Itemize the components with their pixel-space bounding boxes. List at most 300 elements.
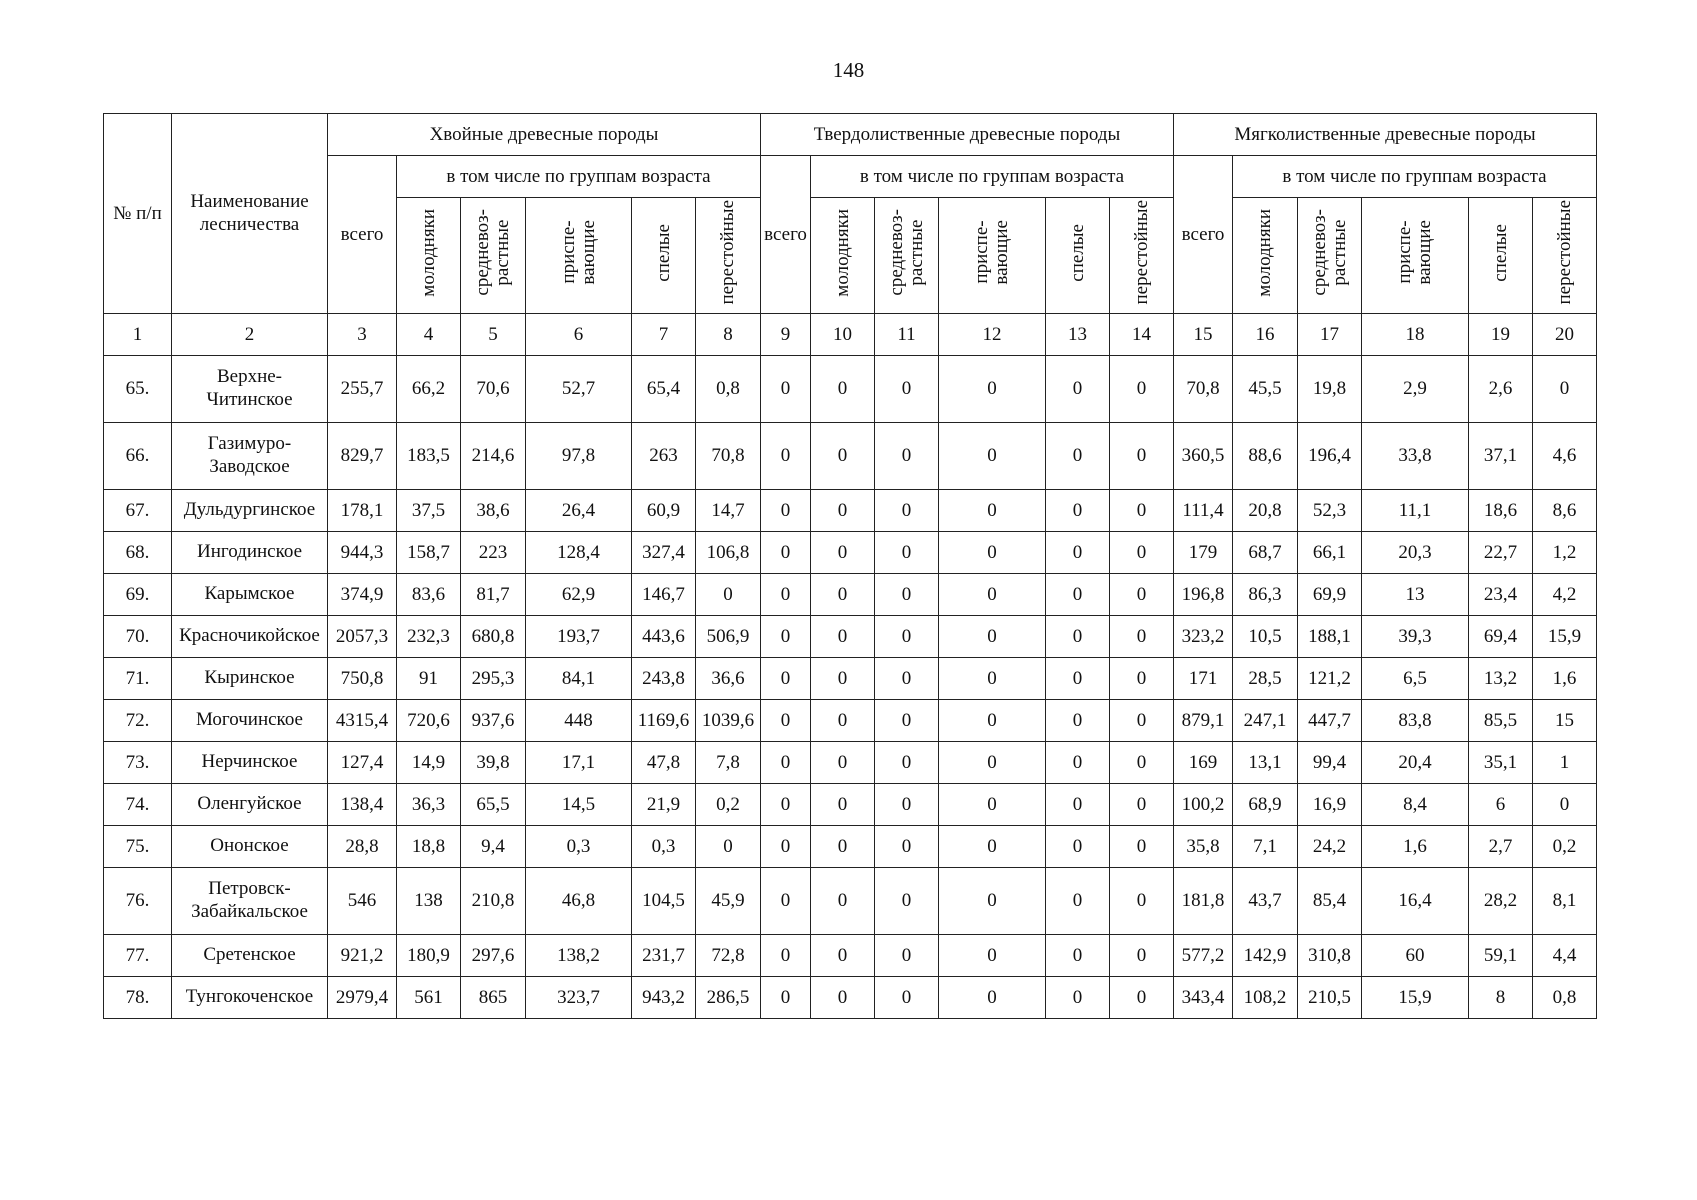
column-number: 10 <box>811 314 875 356</box>
value-cell: 720,6 <box>397 700 461 742</box>
value-cell: 16,4 <box>1362 868 1469 935</box>
header-name: Наименование лесничества <box>172 114 328 314</box>
header-age-middle: средневоз- растные <box>461 198 526 314</box>
column-number: 5 <box>461 314 526 356</box>
value-cell: 111,4 <box>1174 490 1233 532</box>
column-number: 8 <box>696 314 761 356</box>
value-cell: 447,7 <box>1298 700 1362 742</box>
column-number: 20 <box>1533 314 1597 356</box>
table-row <box>104 826 1597 868</box>
value-cell: 0 <box>1110 532 1174 574</box>
value-cell: 0,8 <box>1533 977 1597 1019</box>
value-cell: 66,2 <box>397 356 461 423</box>
value-cell: 196,4 <box>1298 423 1362 490</box>
value-cell: 0 <box>1046 574 1110 616</box>
value-cell: 255,7 <box>328 356 397 423</box>
header-age-mature: спелые <box>632 198 696 314</box>
value-cell: 188,1 <box>1298 616 1362 658</box>
value-cell: 83,6 <box>397 574 461 616</box>
value-cell: 0,2 <box>1533 826 1597 868</box>
value-cell: 243,8 <box>632 658 696 700</box>
value-cell: 0 <box>761 826 811 868</box>
table-row <box>104 868 1597 935</box>
value-cell: 0 <box>939 826 1046 868</box>
forestry-name: Оленгуйское <box>172 784 328 826</box>
value-cell: 0 <box>1110 935 1174 977</box>
row-number: 65. <box>104 356 172 423</box>
value-cell: 0 <box>875 742 939 784</box>
value-cell: 100,2 <box>1174 784 1233 826</box>
value-cell: 26,4 <box>526 490 632 532</box>
value-cell: 0 <box>1046 532 1110 574</box>
value-cell: 297,6 <box>461 935 526 977</box>
value-cell: 865 <box>461 977 526 1019</box>
value-cell: 0 <box>875 935 939 977</box>
value-cell: 20,3 <box>1362 532 1469 574</box>
header-age-groups: в том числе по группам возраста <box>811 156 1174 198</box>
value-cell: 45,5 <box>1233 356 1298 423</box>
table-row <box>104 935 1597 977</box>
value-cell: 37,5 <box>397 490 461 532</box>
value-cell: 0 <box>811 532 875 574</box>
value-cell: 323,2 <box>1174 616 1233 658</box>
value-cell: 0 <box>811 490 875 532</box>
table-row <box>104 658 1597 700</box>
value-cell: 0 <box>811 868 875 935</box>
value-cell: 69,4 <box>1469 616 1533 658</box>
value-cell: 0 <box>1110 868 1174 935</box>
value-cell: 0 <box>811 826 875 868</box>
value-cell: 85,5 <box>1469 700 1533 742</box>
value-cell: 88,6 <box>1233 423 1298 490</box>
value-cell: 138,4 <box>328 784 397 826</box>
value-cell: 43,7 <box>1233 868 1298 935</box>
value-cell: 0 <box>761 356 811 423</box>
value-cell: 66,1 <box>1298 532 1362 574</box>
value-cell: 0 <box>939 532 1046 574</box>
column-number: 7 <box>632 314 696 356</box>
value-cell: 921,2 <box>328 935 397 977</box>
value-cell: 506,9 <box>696 616 761 658</box>
value-cell: 0 <box>1046 784 1110 826</box>
value-cell: 0 <box>875 356 939 423</box>
column-number: 6 <box>526 314 632 356</box>
value-cell: 0 <box>761 532 811 574</box>
value-cell: 70,8 <box>1174 356 1233 423</box>
value-cell: 171 <box>1174 658 1233 700</box>
column-number: 4 <box>397 314 461 356</box>
value-cell: 0 <box>696 826 761 868</box>
forestry-name: Нерчинское <box>172 742 328 784</box>
value-cell: 0 <box>1046 356 1110 423</box>
value-cell: 0 <box>939 490 1046 532</box>
value-cell: 343,4 <box>1174 977 1233 1019</box>
column-number: 19 <box>1469 314 1533 356</box>
value-cell: 2,9 <box>1362 356 1469 423</box>
value-cell: 20,4 <box>1362 742 1469 784</box>
value-cell: 0 <box>761 574 811 616</box>
value-cell: 24,2 <box>1298 826 1362 868</box>
value-cell: 937,6 <box>461 700 526 742</box>
forestry-name: Кыринское <box>172 658 328 700</box>
value-cell: 8 <box>1469 977 1533 1019</box>
column-number: 13 <box>1046 314 1110 356</box>
table-row <box>104 490 1597 532</box>
value-cell: 28,5 <box>1233 658 1298 700</box>
value-cell: 0 <box>761 935 811 977</box>
value-cell: 158,7 <box>397 532 461 574</box>
value-cell: 1,2 <box>1533 532 1597 574</box>
header-age-mature: спелые <box>1469 198 1533 314</box>
value-cell: 0 <box>875 868 939 935</box>
value-cell: 443,6 <box>632 616 696 658</box>
value-cell: 121,2 <box>1298 658 1362 700</box>
value-cell: 247,1 <box>1233 700 1298 742</box>
value-cell: 46,8 <box>526 868 632 935</box>
value-cell: 0 <box>761 977 811 1019</box>
value-cell: 310,8 <box>1298 935 1362 977</box>
value-cell: 2057,3 <box>328 616 397 658</box>
value-cell: 0 <box>875 490 939 532</box>
value-cell: 0 <box>761 742 811 784</box>
value-cell: 210,5 <box>1298 977 1362 1019</box>
header-group-softwood: Мягколиственные древесные породы <box>1174 114 1597 156</box>
value-cell: 0 <box>1533 784 1597 826</box>
value-cell: 577,2 <box>1174 935 1233 977</box>
value-cell: 0 <box>939 742 1046 784</box>
value-cell: 0 <box>1046 826 1110 868</box>
value-cell: 0 <box>811 574 875 616</box>
value-cell: 169 <box>1174 742 1233 784</box>
forestry-name: Карымское <box>172 574 328 616</box>
value-cell: 47,8 <box>632 742 696 784</box>
value-cell: 0 <box>939 935 1046 977</box>
value-cell: 18,8 <box>397 826 461 868</box>
value-cell: 8,4 <box>1362 784 1469 826</box>
row-number: 77. <box>104 935 172 977</box>
row-number: 74. <box>104 784 172 826</box>
table-row <box>104 616 1597 658</box>
value-cell: 0 <box>696 574 761 616</box>
table-body <box>104 356 1597 1019</box>
value-cell: 28,8 <box>328 826 397 868</box>
value-cell: 138,2 <box>526 935 632 977</box>
value-cell: 68,7 <box>1233 532 1298 574</box>
value-cell: 0 <box>875 700 939 742</box>
header-group-hardwood: Твердолиственные древесные породы <box>761 114 1174 156</box>
value-cell: 0 <box>939 868 1046 935</box>
value-cell: 13,2 <box>1469 658 1533 700</box>
value-cell: 546 <box>328 868 397 935</box>
row-number: 75. <box>104 826 172 868</box>
value-cell: 70,8 <box>696 423 761 490</box>
row-number: 70. <box>104 616 172 658</box>
value-cell: 4,2 <box>1533 574 1597 616</box>
value-cell: 263 <box>632 423 696 490</box>
value-cell: 1,6 <box>1533 658 1597 700</box>
value-cell: 1,6 <box>1362 826 1469 868</box>
value-cell: 295,3 <box>461 658 526 700</box>
value-cell: 6,5 <box>1362 658 1469 700</box>
value-cell: 0 <box>875 784 939 826</box>
value-cell: 231,7 <box>632 935 696 977</box>
value-cell: 0 <box>939 423 1046 490</box>
value-cell: 8,1 <box>1533 868 1597 935</box>
value-cell: 180,9 <box>397 935 461 977</box>
value-cell: 0 <box>875 532 939 574</box>
table-row <box>104 742 1597 784</box>
forestry-name: Сретенское <box>172 935 328 977</box>
value-cell: 178,1 <box>328 490 397 532</box>
value-cell: 15,9 <box>1362 977 1469 1019</box>
header-age-maturing: приспе- вающие <box>939 198 1046 314</box>
header-num: № п/п <box>104 114 172 314</box>
value-cell: 86,3 <box>1233 574 1298 616</box>
forestry-name: Верхне- Читинское <box>172 356 328 423</box>
value-cell: 750,8 <box>328 658 397 700</box>
value-cell: 0 <box>761 658 811 700</box>
header-age-overmature: перестойные <box>696 198 761 314</box>
header-age-overmature: перестойные <box>1110 198 1174 314</box>
page-number: 148 <box>832 58 865 82</box>
value-cell: 0 <box>1110 490 1174 532</box>
value-cell: 0 <box>1110 616 1174 658</box>
column-number: 9 <box>761 314 811 356</box>
value-cell: 91 <box>397 658 461 700</box>
value-cell: 0 <box>761 616 811 658</box>
header-total: всего <box>761 156 811 314</box>
column-number: 11 <box>875 314 939 356</box>
value-cell: 0 <box>811 935 875 977</box>
header-age-maturing: приспе- вающие <box>1362 198 1469 314</box>
value-cell: 84,1 <box>526 658 632 700</box>
value-cell: 2,7 <box>1469 826 1533 868</box>
value-cell: 0 <box>1110 700 1174 742</box>
value-cell: 85,4 <box>1298 868 1362 935</box>
value-cell: 0 <box>811 356 875 423</box>
value-cell: 0 <box>1533 356 1597 423</box>
column-number: 14 <box>1110 314 1174 356</box>
value-cell: 0 <box>939 658 1046 700</box>
value-cell: 286,5 <box>696 977 761 1019</box>
value-cell: 13 <box>1362 574 1469 616</box>
value-cell: 193,7 <box>526 616 632 658</box>
value-cell: 99,4 <box>1298 742 1362 784</box>
header-age-middle: средневоз- растные <box>1298 198 1362 314</box>
header-group-conifer: Хвойные древесные породы <box>328 114 761 156</box>
value-cell: 106,8 <box>696 532 761 574</box>
value-cell: 52,7 <box>526 356 632 423</box>
row-number: 73. <box>104 742 172 784</box>
value-cell: 11,1 <box>1362 490 1469 532</box>
value-cell: 16,9 <box>1298 784 1362 826</box>
value-cell: 35,8 <box>1174 826 1233 868</box>
forestry-name: Тунгокоченское <box>172 977 328 1019</box>
row-number: 66. <box>104 423 172 490</box>
value-cell: 4315,4 <box>328 700 397 742</box>
table-row <box>104 700 1597 742</box>
value-cell: 19,8 <box>1298 356 1362 423</box>
value-cell: 879,1 <box>1174 700 1233 742</box>
value-cell: 944,3 <box>328 532 397 574</box>
header-age-groups: в том числе по группам возраста <box>397 156 761 198</box>
value-cell: 0 <box>1046 658 1110 700</box>
column-number-row <box>104 314 1597 356</box>
value-cell: 323,7 <box>526 977 632 1019</box>
forestry-name: Ононское <box>172 826 328 868</box>
value-cell: 0,8 <box>696 356 761 423</box>
value-cell: 829,7 <box>328 423 397 490</box>
value-cell: 0 <box>1110 658 1174 700</box>
value-cell: 22,7 <box>1469 532 1533 574</box>
value-cell: 0 <box>939 784 1046 826</box>
value-cell: 196,8 <box>1174 574 1233 616</box>
value-cell: 448 <box>526 700 632 742</box>
column-number: 1 <box>104 314 172 356</box>
value-cell: 561 <box>397 977 461 1019</box>
value-cell: 0 <box>1110 574 1174 616</box>
value-cell: 7,1 <box>1233 826 1298 868</box>
value-cell: 183,5 <box>397 423 461 490</box>
value-cell: 1039,6 <box>696 700 761 742</box>
value-cell: 23,4 <box>1469 574 1533 616</box>
value-cell: 14,5 <box>526 784 632 826</box>
value-cell: 0 <box>875 826 939 868</box>
header-total: всего <box>1174 156 1233 314</box>
value-cell: 128,4 <box>526 532 632 574</box>
value-cell: 1 <box>1533 742 1597 784</box>
value-cell: 45,9 <box>696 868 761 935</box>
row-number: 78. <box>104 977 172 1019</box>
header-age-maturing: приспе- вающие <box>526 198 632 314</box>
value-cell: 70,6 <box>461 356 526 423</box>
value-cell: 15,9 <box>1533 616 1597 658</box>
value-cell: 943,2 <box>632 977 696 1019</box>
value-cell: 0 <box>811 977 875 1019</box>
header-age-overmature: перестойные <box>1533 198 1597 314</box>
value-cell: 0 <box>811 700 875 742</box>
value-cell: 360,5 <box>1174 423 1233 490</box>
header-age-middle: средневоз- растные <box>875 198 939 314</box>
value-cell: 36,3 <box>397 784 461 826</box>
value-cell: 0 <box>875 977 939 1019</box>
value-cell: 4,6 <box>1533 423 1597 490</box>
table-row <box>104 532 1597 574</box>
value-cell: 0 <box>1046 490 1110 532</box>
value-cell: 2979,4 <box>328 977 397 1019</box>
value-cell: 0 <box>1046 742 1110 784</box>
value-cell: 0 <box>939 977 1046 1019</box>
value-cell: 69,9 <box>1298 574 1362 616</box>
value-cell: 59,1 <box>1469 935 1533 977</box>
column-number: 2 <box>172 314 328 356</box>
value-cell: 0 <box>1046 977 1110 1019</box>
value-cell: 108,2 <box>1233 977 1298 1019</box>
value-cell: 232,3 <box>397 616 461 658</box>
value-cell: 210,8 <box>461 868 526 935</box>
value-cell: 68,9 <box>1233 784 1298 826</box>
value-cell: 21,9 <box>632 784 696 826</box>
forestry-name: Ингодинское <box>172 532 328 574</box>
value-cell: 38,6 <box>461 490 526 532</box>
value-cell: 0 <box>761 868 811 935</box>
column-number: 17 <box>1298 314 1362 356</box>
value-cell: 127,4 <box>328 742 397 784</box>
column-number: 12 <box>939 314 1046 356</box>
value-cell: 28,2 <box>1469 868 1533 935</box>
value-cell: 0 <box>1046 700 1110 742</box>
value-cell: 9,4 <box>461 826 526 868</box>
value-cell: 4,4 <box>1533 935 1597 977</box>
value-cell: 0 <box>761 700 811 742</box>
value-cell: 20,8 <box>1233 490 1298 532</box>
value-cell: 0 <box>811 784 875 826</box>
forestry-name: Дульдургинское <box>172 490 328 532</box>
value-cell: 0 <box>1110 784 1174 826</box>
value-cell: 52,3 <box>1298 490 1362 532</box>
header-age-groups: в том числе по группам возраста <box>1233 156 1597 198</box>
value-cell: 138 <box>397 868 461 935</box>
value-cell: 181,8 <box>1174 868 1233 935</box>
value-cell: 142,9 <box>1233 935 1298 977</box>
table-row <box>104 574 1597 616</box>
value-cell: 179 <box>1174 532 1233 574</box>
value-cell: 37,1 <box>1469 423 1533 490</box>
value-cell: 0,3 <box>632 826 696 868</box>
value-cell: 0 <box>1110 423 1174 490</box>
value-cell: 39,3 <box>1362 616 1469 658</box>
value-cell: 97,8 <box>526 423 632 490</box>
forestry-name: Петровск- Забайкальское <box>172 868 328 935</box>
value-cell: 0 <box>1046 423 1110 490</box>
column-number: 16 <box>1233 314 1298 356</box>
value-cell: 0 <box>761 423 811 490</box>
value-cell: 0 <box>811 616 875 658</box>
row-number: 71. <box>104 658 172 700</box>
value-cell: 0 <box>939 700 1046 742</box>
value-cell: 81,7 <box>461 574 526 616</box>
value-cell: 0,2 <box>696 784 761 826</box>
value-cell: 0 <box>1110 977 1174 1019</box>
value-cell: 0 <box>1110 356 1174 423</box>
value-cell: 8,6 <box>1533 490 1597 532</box>
value-cell: 72,8 <box>696 935 761 977</box>
value-cell: 83,8 <box>1362 700 1469 742</box>
value-cell: 0 <box>1046 868 1110 935</box>
value-cell: 0 <box>811 423 875 490</box>
value-cell: 0 <box>875 574 939 616</box>
value-cell: 0 <box>875 423 939 490</box>
value-cell: 0 <box>1046 616 1110 658</box>
value-cell: 62,9 <box>526 574 632 616</box>
column-number: 3 <box>328 314 397 356</box>
table-row <box>104 784 1597 826</box>
value-cell: 0 <box>1110 826 1174 868</box>
value-cell: 0 <box>811 658 875 700</box>
value-cell: 0 <box>761 784 811 826</box>
value-cell: 0 <box>761 490 811 532</box>
value-cell: 7,8 <box>696 742 761 784</box>
value-cell: 18,6 <box>1469 490 1533 532</box>
table-row <box>104 423 1597 490</box>
value-cell: 17,1 <box>526 742 632 784</box>
forest-age-table <box>103 113 1597 1019</box>
value-cell: 0 <box>939 356 1046 423</box>
value-cell: 0 <box>875 658 939 700</box>
value-cell: 0 <box>811 742 875 784</box>
value-cell: 146,7 <box>632 574 696 616</box>
value-cell: 0 <box>939 574 1046 616</box>
